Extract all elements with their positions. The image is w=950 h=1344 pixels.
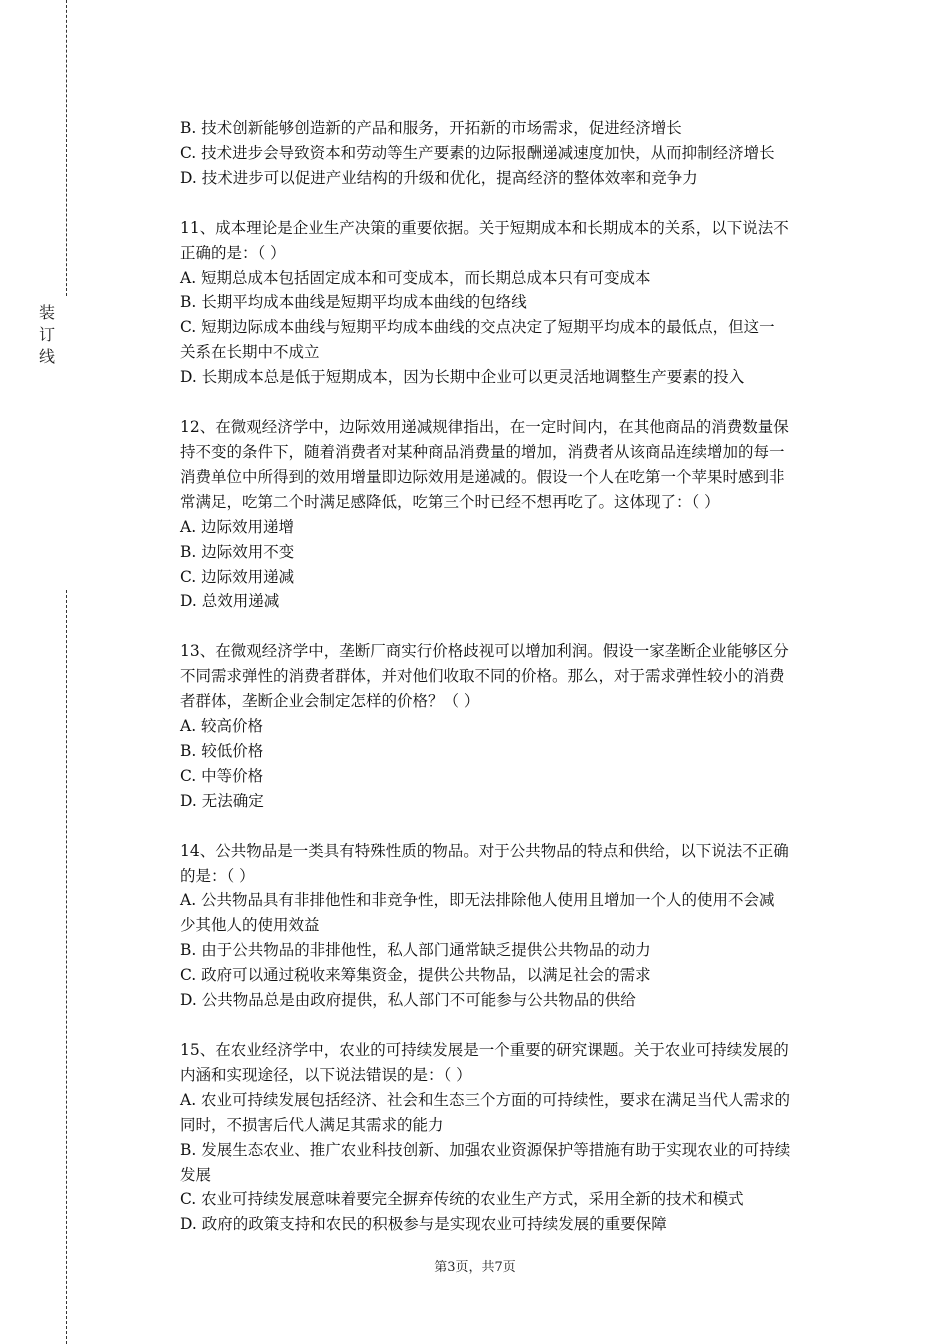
option-line: C. 短期边际成本曲线与短期平均成本曲线的交点决定了短期平均成本的最低点，但这一 [180,318,775,337]
binding-char: 线 [38,347,55,366]
option-line: C. 农业可持续发展意味着要完全摒弃传统的农业生产方式，采用全新的技术和模式 [180,1190,744,1209]
option-line: C. 边际效用递减 [180,567,295,586]
option-line: D. 政府的政策支持和农民的积极参与是实现农业可持续发展的重要保障 [180,1215,667,1234]
question-content [180,116,840,1262]
question-15 [180,1038,840,1237]
carryover-options [180,116,840,191]
option-line: B. 边际效用不变 [180,542,295,561]
option-line: A. 边际效用递增 [180,517,295,536]
option-line: 同时，不损害后代人满足其需求的能力 [180,1115,444,1134]
question-stem-line: 的是：（ ） [180,866,255,885]
question-stem-line: 12、在微观经济学中，边际效用递减规律指出，在一定时间内，在其他商品的消费数量保 [180,418,789,437]
option-line: B. 由于公共物品的非排他性，私人部门通常缺乏提供公共物品的动力 [180,941,651,960]
option-line: 少其他人的使用效益 [180,916,320,935]
question-stem-line: 内涵和实现途径，以下说法错误的是：（ ） [180,1065,472,1084]
question-12 [180,415,840,614]
option-line: B. 较低价格 [180,741,264,760]
question-11 [180,216,840,390]
question-stem-line: 不同需求弹性的消费者群体，并对他们收取不同的价格。那么，对于需求弹性较小的消费 [180,667,785,686]
question-stem-line: 者群体，垄断企业会制定怎样的价格？（ ） [180,692,480,711]
option-line: D. 总效用递减 [180,592,280,611]
question-stem-line: 13、在微观经济学中，垄断厂商实行价格歧视可以增加利润。假设一家垄断企业能够区分 [180,642,789,661]
question-13 [180,639,840,813]
binding-dashed-line-bottom [66,590,67,1344]
question-stem-line: 常满足，吃第二个时满足感降低，吃第三个时已经不想再吃了。这体现了：（ ） [180,492,720,511]
option-line: B. 技术创新能够创造新的产品和服务，开拓新的市场需求，促进经济增长 [180,119,682,137]
option-line: A. 农业可持续发展包括经济、社会和生态三个方面的可持续性，要求在满足当代人需求的 [180,1090,791,1109]
question-stem-line: 消费单位中所得到的效用增量即边际效用是递减的。假设一个人在吃第一个苹果时感到非 [180,467,785,486]
option-line: A. 较高价格 [180,717,264,736]
question-14 [180,839,840,1013]
binding-char: 装 [38,303,55,322]
option-line: 发展 [180,1165,212,1184]
page-number-footer: 第3页，共7页 [434,1260,516,1275]
question-stem-line: 11、成本理论是企业生产决策的重要依据。关于短期成本和长期成本的关系，以下说法不 [180,218,789,237]
question-stem-line: 持不变的条件下，随着消费者对某种商品消费量的增加，消费者从该商品连续增加的每一 [180,442,785,461]
option-line: 关系在长期中不成立 [180,343,320,362]
binding-dashed-line-top [66,0,67,296]
binding-line-label [38,302,56,368]
option-line: C. 中等价格 [180,766,264,785]
option-line: A. 公共物品具有非排他性和非竞争性，即无法排除他人使用且增加一个人的使用不会减 [180,891,775,910]
option-line: C. 政府可以通过税收来筹集资金，提供公共物品，以满足社会的需求 [180,966,651,985]
question-stem-line: 正确的是：（ ） [180,243,286,262]
option-line: C. 技术进步会导致资本和劳动等生产要素的边际报酬递减速度加快，从而抑制经济增长 [180,143,775,162]
binding-char: 订 [38,325,55,344]
option-line: B. 发展生态农业、推广农业科技创新、加强农业资源保护等措施有助于实现农业的可持续 [180,1140,791,1159]
question-stem-line: 14、公共物品是一类具有特殊性质的物品。对于公共物品的特点和供给，以下说法不正确 [180,841,789,860]
option-line: D. 无法确定 [180,791,264,810]
question-stem-line: 15、在农业经济学中，农业的可持续发展是一个重要的研究课题。关于农业可持续发展的 [180,1041,789,1059]
option-line: D. 技术进步可以促进产业结构的升级和优化，提高经济的整体效率和竞争力 [180,168,698,187]
option-line: B. 长期平均成本曲线是短期平均成本曲线的包络线 [180,293,527,312]
option-line: A. 短期总成本包括固定成本和可变成本，而长期总成本只有可变成本 [180,268,651,287]
option-line: D. 公共物品总是由政府提供，私人部门不可能参与公共物品的供给 [180,991,636,1010]
option-line: D. 长期成本总是低于短期成本，因为长期中企业可以更灵活地调整生产要素的投入 [180,368,745,387]
